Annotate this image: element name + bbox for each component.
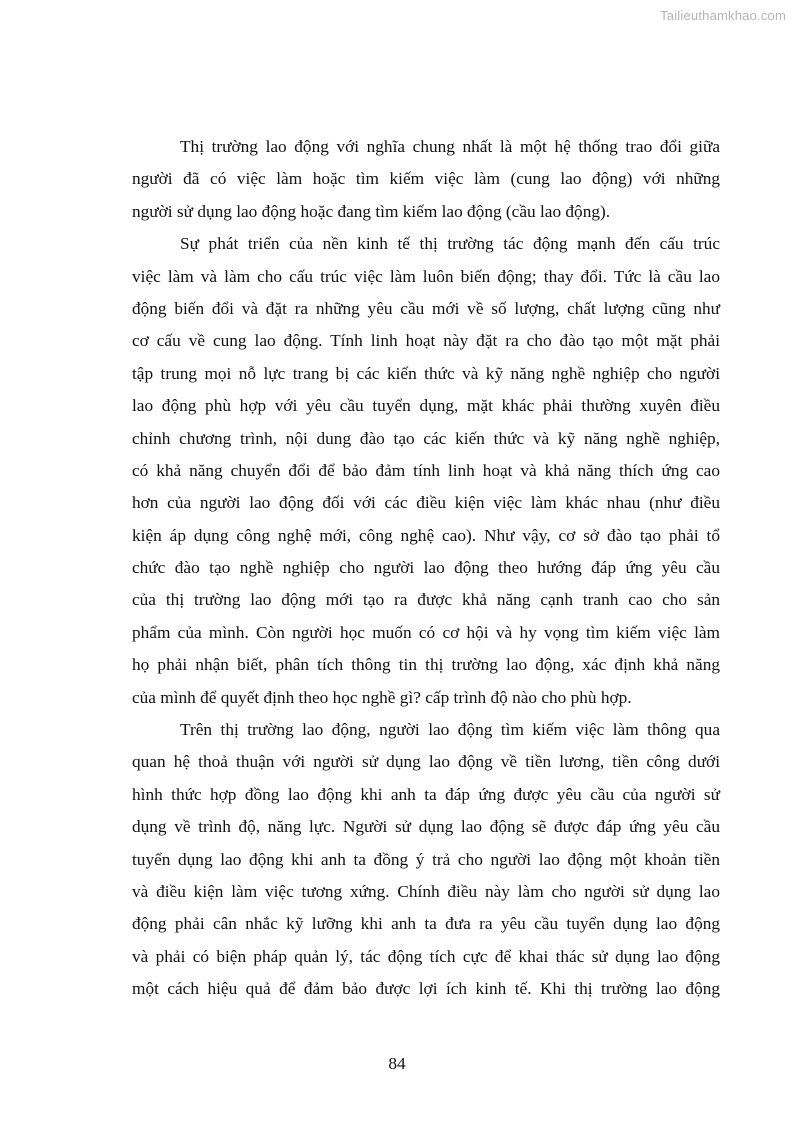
text-line: kiện áp dụng công nghệ mới, công nghệ cao). Như vậy, cơ sở đào tạo phải tổ: [132, 525, 720, 545]
paragraph-2: [132, 228, 720, 714]
text-line: quan hệ thoả thuận với người sử dụng lao động về tiền lương, tiền công dưới: [132, 752, 720, 772]
text-line: tập trung mọi nỗ lực trang bị các kiến thức và kỹ năng nghề nghiệp cho người: [132, 363, 720, 383]
text-line: động phải cân nhắc kỹ lưỡng khi anh ta đưa ra yêu cầu tuyển dụng lao động: [132, 914, 720, 934]
text-line: hơn của người lao động đối với các điều kiện việc làm khác nhau (như điều: [132, 493, 720, 513]
text-line: và phải có biện pháp quản lý, tác động tích cực để khai thác sử dụng lao động: [132, 946, 720, 966]
text-line: và điều kiện làm việc tương xứng. Chính điều này làm cho người sử dụng lao: [132, 881, 720, 901]
text-line: Thị trường lao động với nghĩa chung nhất là một hệ thống trao đổi giữa: [180, 137, 720, 156]
paragraph-1: [132, 131, 720, 228]
text-line: cơ cấu về cung lao động. Tính linh hoạt này đặt ra cho đào tạo một mặt phải: [132, 331, 720, 351]
text-line: của thị trường lao động mới tạo ra được khả năng cạnh tranh cao cho sản: [132, 590, 720, 610]
text-line: chức đào tạo nghề nghiệp cho người lao động theo hướng đáp ứng yêu cầu: [132, 558, 720, 578]
text-line: việc làm và làm cho cấu trúc việc làm luôn biến động; thay đổi. Tức là cầu lao: [132, 266, 720, 286]
text-line: Trên thị trường lao động, người lao động tìm kiếm việc làm thông qua: [180, 720, 720, 740]
text-line: động biến đổi và đặt ra những yêu cầu mới về số lượng, chất lượng cũng như: [132, 298, 720, 318]
text-line: lao động phù hợp với yêu cầu tuyển dụng, mặt khác phải thường xuyên điều: [132, 396, 720, 416]
paragraph-3: [132, 714, 720, 1006]
page-number: 84: [388, 1054, 406, 1073]
text-line: tuyển dụng lao động khi anh ta đồng ý trả cho người lao động một khoản tiền: [132, 849, 720, 869]
text-line: chỉnh chương trình, nội dung đào tạo các kiến thức và kỹ năng nghề nghiệp,: [132, 428, 720, 448]
text-line: người sử dụng lao động hoặc đang tìm kiếm lao động (cầu lao động).: [132, 201, 611, 221]
text-line: có khả năng chuyển đổi để bảo đảm tính linh hoạt và khả năng thích ứng cao: [132, 460, 720, 480]
text-line: hình thức hợp đồng lao động khi anh ta đáp ứng được yêu cầu của người sử: [132, 784, 720, 804]
text-line: Sự phát triển của nền kinh tế thị trường tác động mạnh đến cấu trúc: [180, 234, 720, 254]
text-line: dụng về trình độ, năng lực. Người sử dụng lao động sẽ được đáp ứng yêu cầu: [132, 817, 720, 837]
text-line: họ phải nhận biết, phân tích thông tin thị trường lao động, xác định khả năng: [132, 655, 720, 675]
document-body: [132, 131, 720, 1006]
text-line: phẩm của mình. Còn người học muốn có cơ hội và hy vọng tìm kiếm việc làm: [132, 622, 720, 642]
text-line: của mình để quyết định theo học nghề gì? cấp trình độ nào cho phù hợp.: [132, 687, 632, 707]
text-line: một cách hiệu quả để đảm bảo được lợi ích kinh tế. Khi thị trường lao động: [132, 979, 720, 999]
watermark: Tailieuthamkhao.com: [660, 8, 786, 23]
text-line: người đã có việc làm hoặc tìm kiếm việc làm (cung lao động) với những: [132, 169, 720, 189]
